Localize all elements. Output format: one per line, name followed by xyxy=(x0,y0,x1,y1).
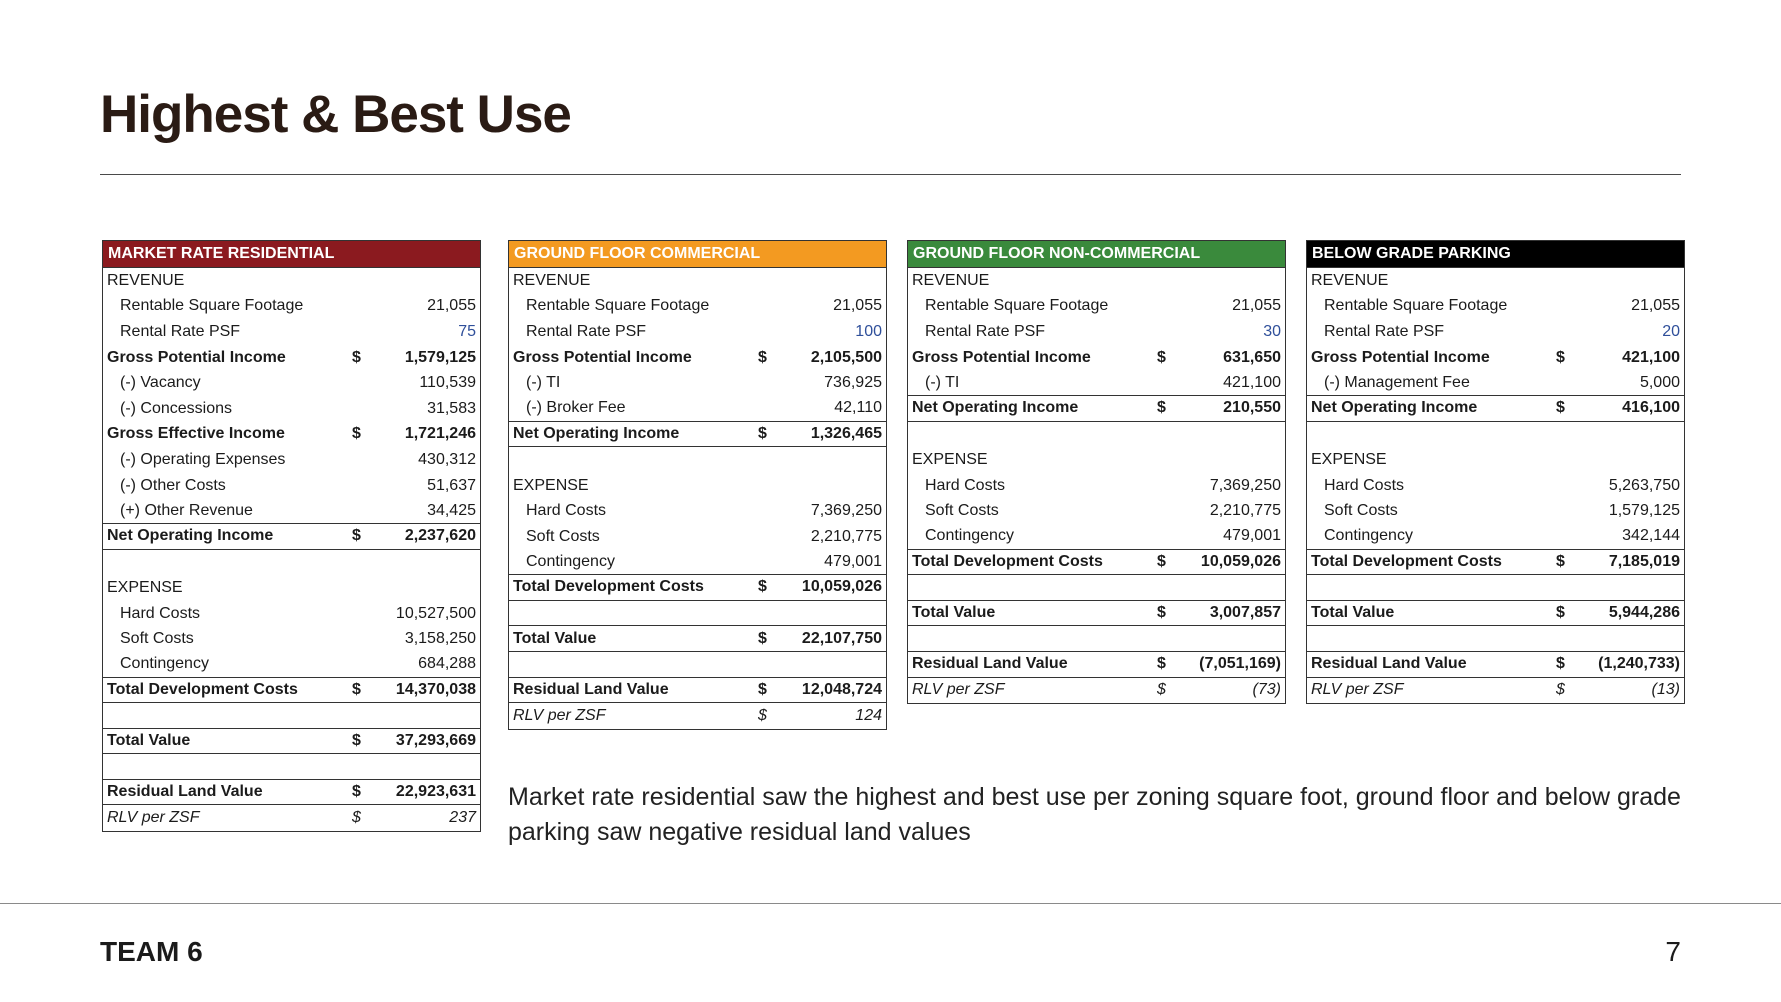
residential-header: MARKET RATE RESIDENTIAL xyxy=(103,241,480,268)
rlv-row: Residual Land Value $ 22,923,631 xyxy=(103,780,480,806)
hard-costs-row: Hard Costs 10,527,500 xyxy=(120,604,476,622)
footer-divider xyxy=(0,903,1781,904)
soft-costs-row: Soft Costs 2,210,775 xyxy=(925,502,1281,520)
gei-row: Gross Effective Income $ 1,721,246 xyxy=(107,425,476,443)
page-number: 7 xyxy=(1665,936,1681,967)
spacer-row xyxy=(103,754,480,780)
total-value-row: Total Value $ 3,007,857 xyxy=(908,601,1285,627)
expense-heading: EXPENSE xyxy=(513,476,589,494)
parking-header: BELOW GRADE PARKING xyxy=(1307,241,1684,268)
parking-table xyxy=(1306,240,1685,704)
rlv-row: Residual Land Value $ (1,240,733) xyxy=(1307,652,1684,678)
rate-row: Rental Rate PSF 100 xyxy=(526,322,882,340)
hard-costs-row: Hard Costs 7,369,250 xyxy=(925,476,1281,494)
expense-heading: EXPENSE xyxy=(1311,450,1387,468)
spacer-row xyxy=(908,626,1285,652)
page-title: Highest & Best Use xyxy=(100,85,571,144)
revenue-heading: REVENUE xyxy=(513,271,591,289)
rlv-zsf-row: RLV per ZSF $ 237 xyxy=(107,809,476,827)
title-divider xyxy=(100,174,1681,175)
rate-row: Rental Rate PSF 20 xyxy=(1324,322,1680,340)
tdc-row: Total Development Costs $ 7,185,019 xyxy=(1307,550,1684,576)
gpi-row: Gross Potential Income $ 2,105,500 xyxy=(513,348,882,366)
rlv-row: Residual Land Value $ (7,051,169) xyxy=(908,652,1285,678)
total-value-row: Total Value $ 22,107,750 xyxy=(509,626,886,652)
hard-costs-row: Hard Costs 7,369,250 xyxy=(526,502,882,520)
tdc-row: Total Development Costs $ 14,370,038 xyxy=(103,678,480,704)
noi-row: Net Operating Income $ 210,550 xyxy=(908,396,1285,422)
spacer-row xyxy=(103,703,480,729)
soft-costs-row: Soft Costs 2,210,775 xyxy=(526,527,882,545)
footer-team: TEAM 6 xyxy=(100,936,203,967)
ti-row: (-) TI 421,100 xyxy=(908,370,1285,396)
total-value-row: Total Value $ 37,293,669 xyxy=(103,729,480,755)
spacer-row xyxy=(509,652,886,678)
rsf-row: Rentable Square Footage 21,055 xyxy=(120,297,476,315)
rlv-row: Residual Land Value $ 12,048,724 xyxy=(509,678,886,704)
rsf-row: Rentable Square Footage 21,055 xyxy=(1324,297,1680,315)
ti-row: (-) TI 736,925 xyxy=(526,374,882,392)
vacancy-row: (-) Vacancy 110,539 xyxy=(120,374,476,392)
rsf-row: Rentable Square Footage 21,055 xyxy=(526,297,882,315)
tdc-row: Total Development Costs $ 10,059,026 xyxy=(509,575,886,601)
concessions-row: (-) Concessions 31,583 xyxy=(120,399,476,417)
rlv-zsf-row: RLV per ZSF $ (73) xyxy=(912,681,1281,699)
noi-row: Net Operating Income $ 416,100 xyxy=(1307,396,1684,422)
rate-row: Rental Rate PSF 30 xyxy=(925,322,1281,340)
revenue-heading: REVENUE xyxy=(107,271,185,289)
rlv-zsf-row: RLV per ZSF $ 124 xyxy=(513,706,882,724)
non-commercial-table xyxy=(907,240,1286,704)
other-revenue-row: (+) Other Revenue 34,425 xyxy=(103,498,480,524)
noi-row: Net Operating Income $ 1,326,465 xyxy=(509,422,886,448)
spacer-row xyxy=(509,601,886,627)
soft-costs-row: Soft Costs 1,579,125 xyxy=(1324,502,1680,520)
rlv-zsf-row: RLV per ZSF $ (13) xyxy=(1311,681,1680,699)
non-commercial-header: GROUND FLOOR NON-COMMERCIAL xyxy=(908,241,1285,268)
summary-text: Market rate residential saw the highest and best use per zoning square foot, ground floor and below grade parking saw negative residual land values xyxy=(508,783,1681,846)
rsf-row: Rentable Square Footage 21,055 xyxy=(925,297,1281,315)
spacer-row xyxy=(908,575,1285,601)
rate-row: Rental Rate PSF 75 xyxy=(120,322,476,340)
contingency-row: Contingency 342,144 xyxy=(1307,524,1684,550)
contingency-row: Contingency 479,001 xyxy=(908,524,1285,550)
spacer-row xyxy=(509,447,886,473)
spacer-row xyxy=(1307,626,1684,652)
soft-costs-row: Soft Costs 3,158,250 xyxy=(120,630,476,648)
other-costs-row: (-) Other Costs 51,637 xyxy=(120,476,476,494)
spacer-row xyxy=(1307,422,1684,448)
gpi-row: Gross Potential Income $ 1,579,125 xyxy=(107,348,476,366)
hard-costs-row: Hard Costs 5,263,750 xyxy=(1324,476,1680,494)
revenue-heading: REVENUE xyxy=(1311,271,1389,289)
expense-heading: EXPENSE xyxy=(107,578,183,596)
residential-table xyxy=(102,240,481,832)
commercial-header: GROUND FLOOR COMMERCIAL xyxy=(509,241,886,268)
gpi-row: Gross Potential Income $ 631,650 xyxy=(912,348,1281,366)
contingency-row: Contingency 479,001 xyxy=(509,550,886,576)
spacer-row xyxy=(908,422,1285,448)
contingency-row: Contingency 684,288 xyxy=(103,652,480,678)
tdc-row: Total Development Costs $ 10,059,026 xyxy=(908,550,1285,576)
gpi-row: Gross Potential Income $ 421,100 xyxy=(1311,348,1680,366)
expense-heading: EXPENSE xyxy=(912,450,988,468)
total-value-row: Total Value $ 5,944,286 xyxy=(1307,601,1684,627)
spacer-row xyxy=(1307,575,1684,601)
opex-row: (-) Operating Expenses 430,312 xyxy=(120,450,476,468)
noi-row: Net Operating Income $ 2,237,620 xyxy=(103,524,480,550)
spacer-row xyxy=(103,550,480,576)
broker-fee-row: (-) Broker Fee 42,110 xyxy=(509,396,886,422)
revenue-heading: REVENUE xyxy=(912,271,990,289)
commercial-table xyxy=(508,240,887,730)
management-fee-row: (-) Management Fee 5,000 xyxy=(1307,370,1684,396)
